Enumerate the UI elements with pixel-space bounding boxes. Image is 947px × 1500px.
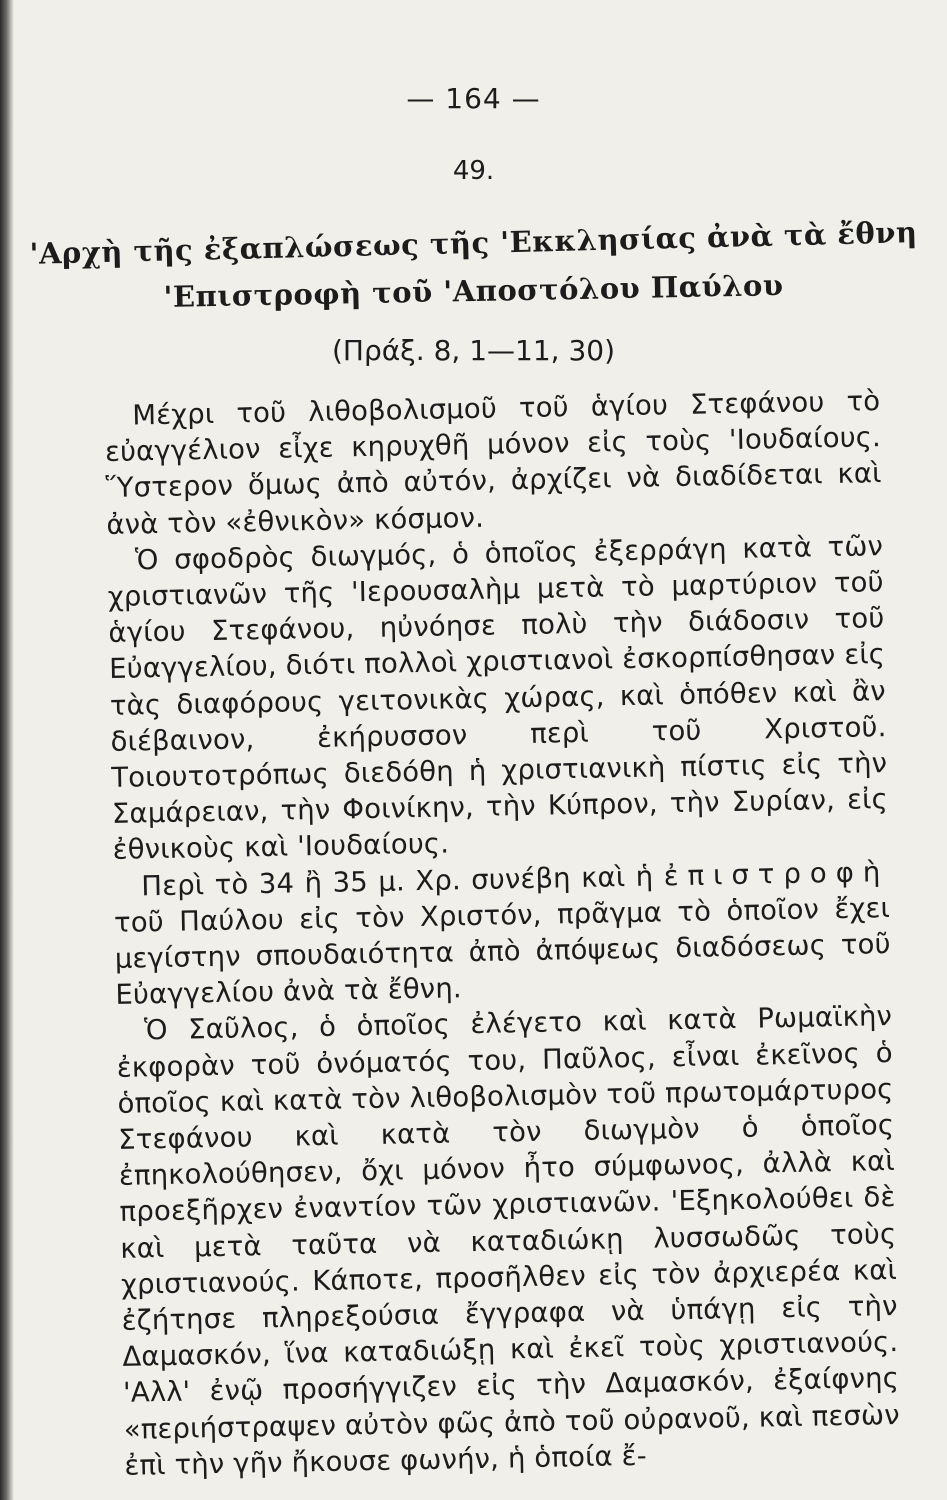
paragraph-3-start: Περὶ τὸ 34 ἢ 35 μ. Χρ. συνέβη καὶ ἡ bbox=[141, 859, 665, 903]
chapter-title-line-1: 'Αρχὴ τῆς ἐξαπλώσεως τῆς 'Εκκλησίας ἀνὰ τὰ ἔθνη bbox=[29, 215, 918, 271]
chapter-number: 49. bbox=[452, 156, 495, 186]
paragraph-2: Ὁ σφοδρὸς διωγμός, ὁ ὁποῖος ἐξερράγη κατὰ τῶν χριστιανῶν τῆς 'Ιερουσαλὴμ μετὰ τὸ μαρτύριον τοῦ ἁγίου Στεφάνου, ηὐνόησε πολὺ τὴν διάδοσιν τοῦ Εὐαγγελίου, διότι πολλοὶ χριστιανοὶ ἐσκορπίσθησαν εἰς τὰς διαφόρους γειτονικὰς χώρας, καὶ ὁπόθεν καὶ ἂν διέβαινον, ἐκήρυσσον περὶ τοῦ Χριστοῦ. Τοιουτοτρόπως διεδόθη ἡ χριστιανικὴ πίστις εἰς τὴν Σαμάρειαν, τὴν Φοινίκην, τὴν Κύπρον, τὴν Συρίαν, εἰς ἐθνικοὺς καὶ 'Ιουδαίους. bbox=[107, 529, 889, 867]
paragraph-3-end: τοῦ Παύλου εἰς τὸν Χριστόν, πρᾶγμα τὸ ὁποῖον ἔχει μεγίστην σπουδαιότητα ἀπὸ ἀπόψεως διαδόσεως τοῦ Εὐαγγελίου ἀνὰ τὰ ἔθνη. bbox=[113, 891, 891, 1012]
page-edge-shadow bbox=[0, 0, 14, 1500]
page-number: — 164 — bbox=[406, 82, 541, 115]
paragraph-3-emphasis: ἐπιστροφὴ bbox=[663, 855, 890, 892]
chapter-title-line-2: 'Επιστροφὴ τοῦ 'Αποστόλου Παύλου bbox=[163, 268, 784, 314]
body-text bbox=[104, 383, 901, 1484]
scripture-reference: (Πράξ. 8, 1—11, 30) bbox=[331, 334, 616, 367]
paragraph-4: Ὁ Σαῦλος, ὁ ὁποῖος ἐλέγετο καὶ κατὰ Ρωμαϊκὴν ἐκφορὰν τοῦ ὀνόματός του, Παῦλος, εἶναι ἐκεῖνος ὁ ὁποῖος καὶ κατὰ τὸν λιθοβολισμὸν τοῦ πρωτομάρτυρος Στεφάνου καὶ κατὰ τὸν διωγμὸν ὁ ὁποῖος ἐπηκολούθησεν, ὄχι μόνον ἦτο σύμφωνος, ἀλλὰ καὶ προεξῆρχεν ἐναντίον τῶν χριστιανῶν. 'Εξηκολούθει δὲ καὶ μετὰ ταῦτα νὰ καταδιώκῃ λυσσωδῶς τοὺς χριστιανούς. Κάποτε, προσῆλθεν εἰς τὸν ἀρχιερέα καὶ ἐζήτησε πληρεξούσια ἔγγραφα νὰ ὑπάγῃ εἰς τὴν Δαμασκόν, ἵνα καταδιώξῃ καὶ ἐκεῖ τοὺς χριστιανούς. 'Αλλ' ἐνῷ προσήγγιζεν εἰς τὴν Δαμασκόν, ἐξαίφνης «περιήστραψεν αὐτὸν φῶς ἀπὸ τοῦ οὐρανοῦ, καὶ πεσὼν ἐπὶ τὴν γῆν ἤκουσε φωνήν, ἡ ὁποία ἔ- bbox=[116, 1000, 900, 1482]
paragraph-3 bbox=[113, 854, 892, 1014]
paragraph-1: Μέχρι τοῦ λιθοβολισμοῦ τοῦ ἁγίου Στεφάνου τὸ εὐαγγέλιον εἶχε κηρυχθῆ μόνον εἰς τοὺς 'Ιουδαίους. Ὕστερον ὅμως ἀπὸ αὐτόν, ἀρχίζει νὰ διαδίδεται καὶ ἀνὰ τὸν «ἐθνικὸν» κόσμον. bbox=[104, 385, 882, 541]
